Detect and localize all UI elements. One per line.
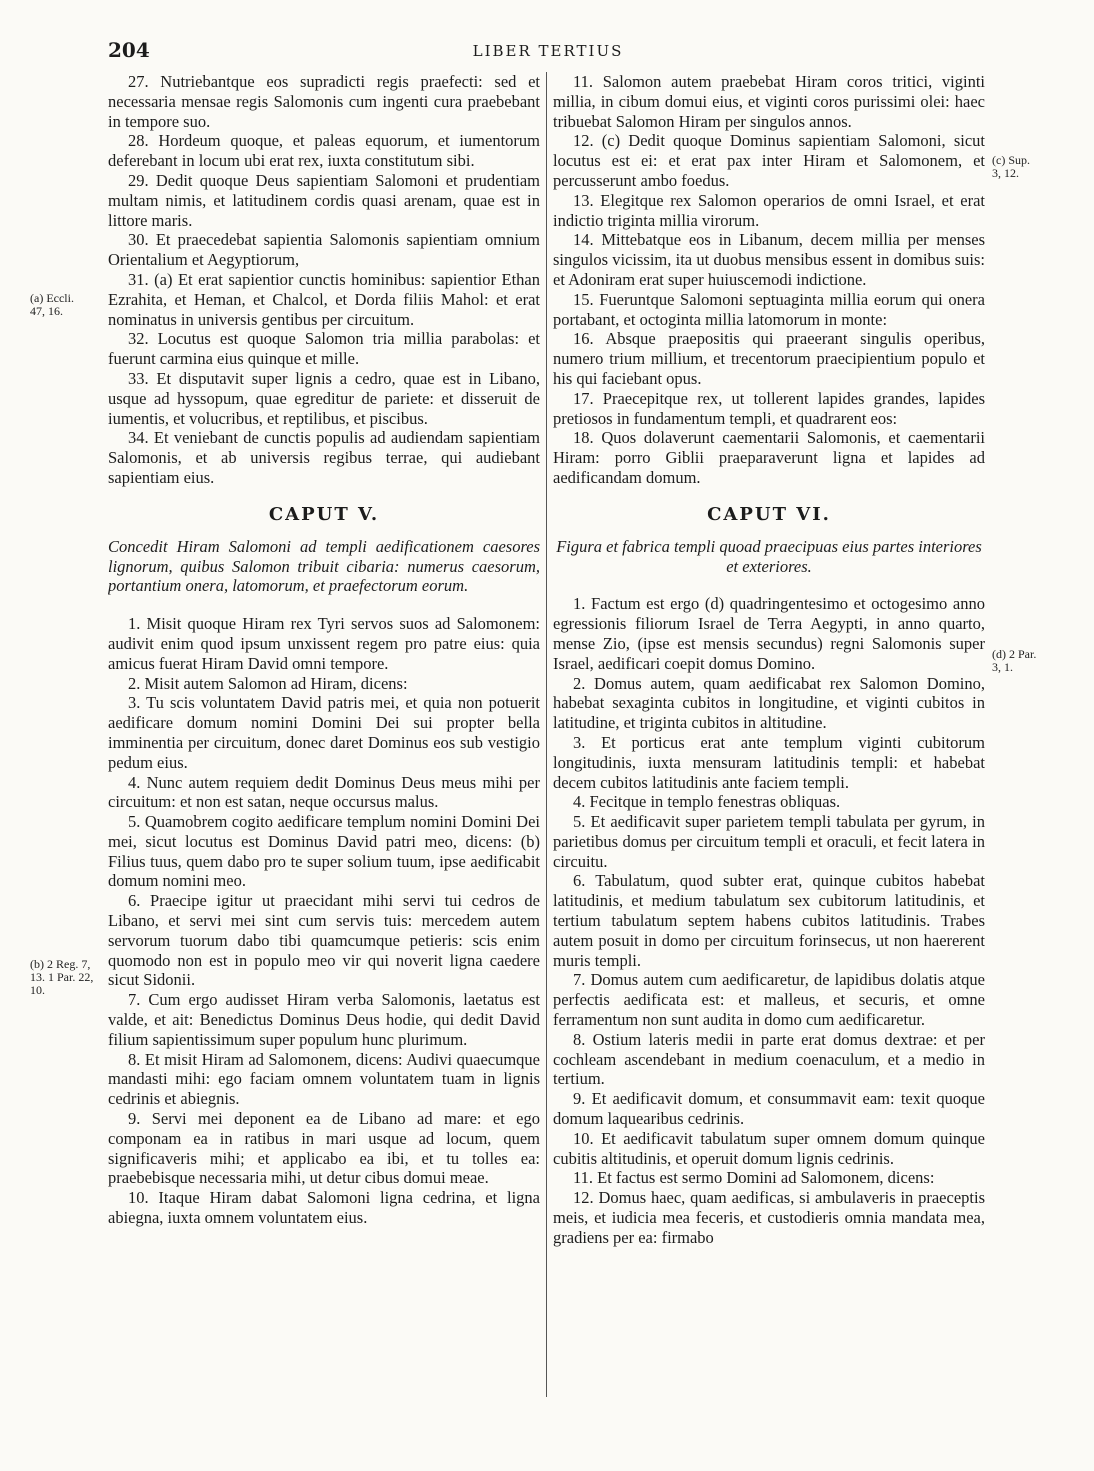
- margin-note-line: (d) 2 Par.: [992, 647, 1037, 661]
- verse-paragraph: 3. Et porticus erat ante templum viginti cubitorum longitudinis, iuxta mensuram latitudinis templi: et habebat decem cubitos latitudinis ante faciem templi.: [553, 732, 985, 792]
- page-header: [108, 38, 988, 66]
- verse-paragraph: 8. Ostium lateris medii in parte erat domus dextrae: et per cochleam ascendebant in medium coenaculum, et a medio in tertium.: [553, 1029, 985, 1089]
- verse-paragraph: 30. Et praecedebat sapientia Salomonis sapientiam omnium Orientalium et Aegyptiorum,: [108, 230, 540, 270]
- left-column: [108, 72, 540, 1401]
- margin-note: [30, 292, 74, 318]
- verse-paragraph: 12. Domus haec, quam aedificas, si ambulaveris in praeceptis meis, et iudicia mea feceris, et custodieris omnia mandata mea, gradiens per ea: firmabo: [553, 1188, 985, 1247]
- verse-paragraph: 27. Nutriebantque eos supradicti regis praefecti: sed et necessaria mensae regis Salomonis cum ingenti cura praebebant in tempore suo.: [108, 72, 540, 131]
- verse-paragraph: 11. Et factus est sermo Domini ad Salomonem, dicens:: [573, 1168, 935, 1188]
- verse-paragraph: 32. Locutus est quoque Salomon tria millia parabolas: et fuerunt carmina eius quinque et mille.: [108, 329, 540, 369]
- verse-paragraph: 9. Et aedificavit domum, et consummavit eam: texit quoque domum laquearibus cedrinis.: [553, 1089, 985, 1129]
- margin-note-line: 10.: [30, 983, 45, 997]
- verse-paragraph: 5. Quamobrem cogito aedificare templum nomini Domini Dei mei, sicut locutus est Dominus David patri meo, dicens: (b) Filius tuus, quem dabo pro te super solium tuum, ipse aedificabit domum nomini meo.: [108, 812, 540, 891]
- chapter-summary: Figura et fabrica templi quoad praecipuas eius partes interiores et exteriores.: [556, 536, 982, 576]
- verse-paragraph: 7. Domus autem cum aedificaretur, de lapidibus dolatis atque perfectis aedificata est: et malleus, et securis, et omne ferramentum non sunt audita in domo cum aedificaretur.: [553, 970, 985, 1030]
- margin-note-line: 47, 16.: [30, 304, 63, 318]
- verse-paragraph: 10. Itaque Hiram dabat Salomoni ligna cedrina, et ligna abiegna, iuxta omnem voluntatem eius.: [108, 1188, 540, 1228]
- margin-note-line: 13. 1 Par. 22,: [30, 970, 94, 984]
- verse-paragraph: 14. Mittebatque eos in Libanum, decem millia per menses singulos vicissim, ita ut duobus mensibus essent in domibus suis: et Adoniram erat super huiuscemodi indictione.: [553, 230, 985, 289]
- verse-paragraph: 3. Tu scis voluntatem David patris mei, et quia non potuerit aedificare domum nomini Domini Dei sui propter bella imminentia per circuitum, donec daret Dominus eos sub vestigio pedum eius.: [108, 693, 540, 772]
- verse-paragraph: 1. Misit quoque Hiram rex Tyri servos suos ad Salomonem: audivit enim quod ipsum unxissent regem pro patre eius: quia amicus fuerat Hiram David omni tempore.: [108, 614, 540, 673]
- margin-note: [30, 958, 93, 997]
- verse-paragraph: 11. Salomon autem praebebat Hiram coros tritici, viginti millia, in cibum domui eius, et viginti coros purissimi olei: haec tribuebat Salomon Hiram per singulos annos.: [553, 72, 985, 131]
- verse-paragraph: 6. Praecipe igitur ut praecidant mihi servi tui cedros de Libano, et servi mei sint cum servis tuis: mercedem autem servorum tuorum dabo tibi quamcumque petieris: scis enim quomodo non est in populo meo vir qui noverit ligna caedere sicut Sidonii.: [108, 891, 540, 990]
- verse-paragraph: 1. Factum est ergo (d) quadringentesimo et octogesimo anno egressionis filiorum Israel de Terra Aegypti, in anno quarto, mense Zio, (ipse est mensis secundus) regni Salomonis super Israel, aedificari coepit domus Domino.: [553, 594, 985, 673]
- verse-paragraph: 9. Servi mei deponent ea de Libano ad mare: et ego componam ea in ratibus in mari usque ad locum, quem significaveris mihi; et applicabo ea ibi, et tu tolles ea: praebebisque necessaria mihi, ut detur cibus domui meae.: [108, 1109, 540, 1188]
- verse-paragraph: 6. Tabulatum, quod subter erat, quinque cubitos habebat latitudinis, et medium tabulatum sex cubitorum latitudinis, et tertium tabulatum septem habens cubitos latitudinis. Trabes autem posuit in domo per circuitum forinsecus, ut non haererent muris templi.: [553, 871, 985, 970]
- right-column: [553, 72, 985, 1401]
- margin-note-line: (c) Sup.: [992, 153, 1030, 167]
- verse-paragraph: 17. Praecepitque rex, ut tollerent lapides grandes, lapides pretiosos in fundamentum templi, et quadrarent eos:: [553, 388, 985, 428]
- margin-note-line: (b) 2 Reg. 7,: [30, 957, 91, 971]
- margin-note: [992, 154, 1030, 180]
- margin-note-line: 3, 1.: [992, 660, 1013, 674]
- verse-paragraph: 29. Dedit quoque Deus sapientiam Salomoni et prudentiam multam nimis, et latitudinem cordis quasi arenam, quae est in littore maris.: [108, 170, 540, 230]
- margin-note-line: (a) Eccli.: [30, 291, 74, 305]
- verse-paragraph: 18. Quos dolaverunt caementarii Salomonis, et caementarii Hiram: porro Giblii praeparaverunt ligna et lapides ad aedificandam domum.: [553, 428, 985, 487]
- verse-paragraph: 16. Absque praepositis qui praeerant singulis operibus, numero trium millium, et trecentorum praecipientium populo et his qui faciebant opus.: [553, 329, 985, 388]
- verse-paragraph: 13. Elegitque rex Salomon operarios de omni Israel, et erat indictio triginta millia virorum.: [553, 190, 985, 230]
- running-title: LIBER TERTIUS: [472, 42, 624, 60]
- verse-paragraph: 7. Cum ergo audisset Hiram verba Salomonis, laetatus est valde, et ait: Benedictus Dominus Deus hodie, qui dedit David filium sapientissimum super populum hunc plurimum.: [108, 990, 540, 1049]
- verse-paragraph: 15. Fueruntque Salomoni septuaginta millia eorum qui onera portabant, et octoginta millia latomorum in monte:: [553, 289, 985, 329]
- verse-paragraph: 5. Et aedificavit super parietem templi tabulata per gyrum, in parietibus domus per circuitum templi et oraculi, et fecit latera in circuitu.: [553, 812, 985, 871]
- chapter-heading: CAPUT V.: [268, 503, 380, 525]
- verse-paragraph: 34. Et veniebant de cunctis populis ad audiendam sapientiam Salomonis, et ab universis regibus terrae, qui audiebant sapientiam eius.: [108, 428, 540, 487]
- verse-paragraph: 33. Et disputavit super lignis a cedro, quae est in Libano, usque ad hyssopum, quae egreditur de pariete: et disseruit de iumentis, et volucribus, et reptilibus, et piscibus.: [108, 368, 540, 428]
- verse-paragraph: 28. Hordeum quoque, et paleas equorum, et iumentorum deferebant in locum ubi erat rex, iuxta constitutum sibi.: [108, 131, 540, 171]
- verse-paragraph: 10. Et aedificavit tabulatum super omnem domum quinque cubitis altitudinis, et operuit domum lignis cedrinis.: [553, 1128, 985, 1168]
- margin-note: [992, 648, 1036, 674]
- verse-paragraph: 2. Misit autem Salomon ad Hiram, dicens:: [128, 673, 408, 693]
- margin-note-line: 3, 12.: [992, 166, 1019, 180]
- page-number: 204: [108, 38, 150, 62]
- verse-paragraph: 2. Domus autem, quam aedificabat rex Salomon Domino, habebat sexaginta cubitos in longitudine, et viginti cubitos in latitudine, et triginta cubitos in altitudine.: [553, 673, 985, 733]
- verse-paragraph: 12. (c) Dedit quoque Dominus sapientiam Salomoni, sicut locutus est ei: et erat pax inter Hiram et Salomonem, et percusserunt ambo foedus.: [553, 131, 985, 190]
- chapter-summary: Concedit Hiram Salomoni ad templi aedificationem caesores lignorum, quibus Salomon tribuit cibaria: numerus caesorum, portantium onera, latomorum, et praefectorum eorum.: [108, 536, 540, 596]
- column-divider: [546, 72, 547, 1397]
- verse-paragraph: 4. Nunc autem requiem dedit Dominus Deus meus mihi per circuitum: et non est satan, neque occursus malus.: [108, 772, 540, 812]
- verse-paragraph: 31. (a) Et erat sapientior cunctis hominibus: sapientior Ethan Ezrahita, et Heman, et Chalcol, et Dorda filiis Mahol: et erat nominatus in universis gentibus per circuitum.: [108, 269, 540, 329]
- chapter-heading: CAPUT VI.: [707, 503, 831, 525]
- verse-paragraph: 8. Et misit Hiram ad Salomonem, dicens: Audivi quaecumque mandasti mihi: ego faciam omnem voluntatem tuam in lignis cedrinis et abiegnis.: [108, 1049, 540, 1109]
- verse-paragraph: 4. Fecitque in templo fenestras obliquas.: [573, 792, 841, 812]
